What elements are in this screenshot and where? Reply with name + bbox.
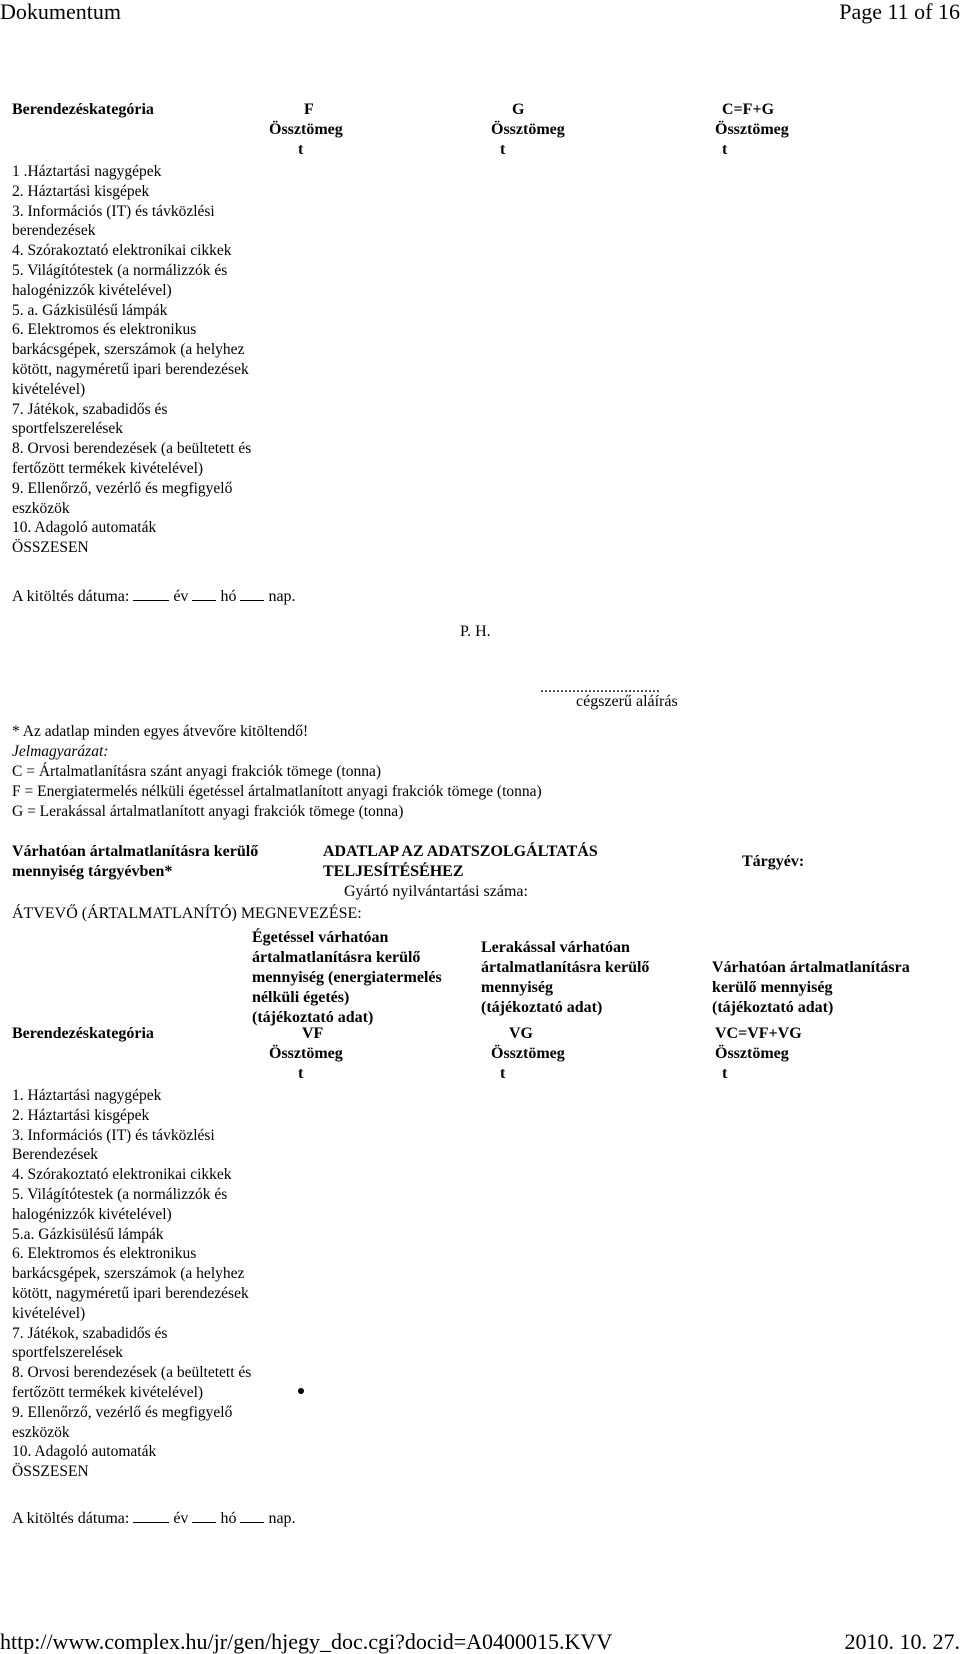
list-item: barkácsgépek, szerszámok (a helyhez [12, 341, 245, 359]
list-item: 2. Háztartási kisgépek [12, 1106, 150, 1124]
footer-date: 2010. 10. 27. [844, 1629, 960, 1654]
list-item: kivételével) [12, 1304, 86, 1322]
day-blank-2[interactable] [240, 1508, 264, 1523]
col-f-code: F [304, 101, 314, 118]
col-f-unit: Össztömeg [269, 121, 343, 138]
date-label-2: A kitöltés dátuma: [12, 1510, 130, 1527]
col-vf-unit: Össztömeg [269, 1045, 343, 1062]
day-blank[interactable] [240, 586, 264, 601]
year-blank[interactable] [133, 586, 169, 601]
col-vc-unit-t: t [722, 1065, 728, 1082]
list-item: 1 .Háztartási nagygépek [12, 163, 162, 180]
col-vf-unit-t: t [298, 1065, 304, 1082]
list-item: 5.a. Gázkisülésű lámpák [12, 1225, 164, 1243]
year-blank-2[interactable] [133, 1508, 169, 1523]
col-vg-unit-t: t [500, 1065, 506, 1082]
month-label-2: hó [220, 1510, 237, 1527]
legend-title: Jelmagyarázat: [12, 743, 109, 760]
list-item: barkácsgépek, szerszámok (a helyhez [12, 1265, 245, 1283]
list-item: kivételével) [12, 380, 86, 398]
date-label: A kitöltés dátuma: [12, 588, 130, 605]
list-item: 7. Játékok, szabadidős és [12, 1324, 168, 1342]
col-c-code: C=F+G [722, 101, 775, 118]
list-item: berendezések [12, 222, 96, 240]
list-item: 7. Játékok, szabadidős és [12, 400, 168, 418]
list-item: 6. Elektromos és elektronikus [12, 1245, 197, 1263]
category-header-2: Berendezéskategória [12, 1025, 154, 1042]
list-item: Berendezések [12, 1146, 99, 1164]
col-g-code: G [512, 101, 525, 118]
col-f-unit-t: t [298, 141, 304, 158]
list-item: ÖSSZESEN [12, 539, 89, 557]
category-list [12, 162, 251, 558]
list-item: 2. Háztartási kisgépek [12, 182, 150, 200]
date-line-2 [12, 1508, 296, 1529]
list-item: sportfelszerelések [12, 1344, 124, 1362]
col-c-unit: Össztömeg [715, 121, 789, 138]
month-label: hó [220, 588, 237, 605]
legend-line-g: G = Lerakással ártalmatlanított anyagi frakciók tömege (tonna) [12, 803, 404, 820]
year-label-2: év [173, 1510, 189, 1527]
stamp-label: P. H. [460, 623, 491, 640]
list-item: 9. Ellenőrző, vezérlő és megfigyelő [12, 479, 233, 497]
list-item: eszközök [12, 499, 70, 517]
list-item: kötött, nagyméretű ipari berendezések [12, 360, 249, 378]
col-c-unit-t: t [722, 141, 728, 158]
bullet-dot [298, 1388, 304, 1394]
list-item: sportfelszerelések [12, 420, 124, 438]
col-vg-unit: Össztömeg [491, 1045, 565, 1062]
category-header: Berendezéskategória [12, 101, 154, 118]
col-vc-unit: Össztömeg [715, 1045, 789, 1062]
list-item: 3. Információs (IT) és távközlési [12, 202, 215, 220]
year-label: év [173, 588, 189, 605]
col-g-unit: Össztömeg [491, 121, 565, 138]
reg-number-label: Gyártó nyilvántartási száma: [344, 883, 528, 900]
signature-dots: .............................. [540, 679, 660, 696]
list-item: eszközök [12, 1423, 70, 1441]
list-item: 5. Világítótestek (a normálizzók és [12, 261, 228, 279]
list-item: halogénizzók kivételével) [12, 1205, 172, 1223]
list-item: kötött, nagyméretű ipari berendezések [12, 1284, 249, 1302]
receiver-label: ÁTVEVŐ (ÁRTALMATLANÍTÓ) MEGNEVEZÉSE: [12, 905, 362, 922]
signature-label: cégszerű aláírás [576, 693, 678, 710]
month-blank-2[interactable] [192, 1508, 216, 1523]
list-item: 4. Szórakoztató elektronikai cikkek [12, 1166, 232, 1184]
col-vc-description: Várhatóan ártalmatlanításra kerülő mennyiség (tájékoztató adat) [712, 959, 910, 1016]
legend-line-c: C = Ártalmatlanításra szánt anyagi frakciók tömege (tonna) [12, 763, 381, 780]
list-item: 3. Információs (IT) és távközlési [12, 1126, 215, 1144]
col-vc-code: VC=VF+VG [715, 1025, 802, 1042]
date-line [12, 586, 296, 607]
day-label-2: nap. [268, 1510, 296, 1527]
expected-title-2: mennyiség tárgyévben* [12, 863, 173, 880]
footer-url[interactable]: http://www.complex.hu/jr/gen/hjegy_doc.cgi?docid=A0400015.KVV [0, 1629, 613, 1654]
subject-year-label: Tárgyév: [742, 853, 805, 870]
page-header-title: Dokumentum [0, 0, 121, 24]
list-item: 5. Világítótestek (a normálizzók és [12, 1185, 228, 1203]
list-item: 1. Háztartási nagygépek [12, 1087, 162, 1104]
legend-line-f: F = Energiatermelés nélküli égetéssel ártalmatlanított anyagi frakciók tömege (tonna) [12, 783, 542, 800]
col-g-unit-t: t [500, 141, 506, 158]
list-item: 9. Ellenőrző, vezérlő és megfigyelő [12, 1403, 233, 1421]
col-vf-code: VF [302, 1025, 324, 1042]
col-vg-code: VG [509, 1025, 533, 1042]
page-header-pagenum: Page 11 of 16 [839, 0, 960, 24]
list-item: fertőzött termékek kivételével) [12, 1383, 204, 1401]
list-item: fertőzött termékek kivételével) [12, 459, 204, 477]
list-item: 10. Adagoló automaták [12, 1443, 157, 1461]
form-title-1: ADATLAP AZ ADATSZOLGÁLTATÁS [323, 843, 598, 860]
col-vg-description: Lerakással várhatóan ártalmatlanításra kerülő mennyiség (tájékoztató adat) [481, 939, 650, 1016]
form-title-2: TELJESÍTÉSÉHEZ [323, 863, 464, 880]
day-label: nap. [268, 588, 296, 605]
col-vf-description: Égetéssel várhatóan ártalmatlanításra kerülő mennyiség (energiatermelés nélküli égetés) (tájékoztató adat) [252, 929, 442, 1026]
expected-title-1: Várhatóan ártalmatlanításra kerülő [12, 843, 259, 860]
list-item: ÖSSZESEN [12, 1463, 89, 1481]
list-item: 8. Orvosi berendezések (a beültetett és [12, 440, 252, 458]
list-item: 4. Szórakoztató elektronikai cikkek [12, 242, 232, 260]
list-item: 8. Orvosi berendezések (a beültetett és [12, 1364, 252, 1382]
list-item: 10. Adagoló automaták [12, 519, 157, 537]
list-item: 5. a. Gázkisülésű lámpák [12, 301, 168, 319]
category-list-2 [12, 1086, 251, 1482]
list-item: 6. Elektromos és elektronikus [12, 321, 197, 339]
asterisk-note: * Az adatlap minden egyes átvevőre kitöltendő! [12, 723, 309, 740]
month-blank[interactable] [192, 586, 216, 601]
list-item: halogénizzók kivételével) [12, 281, 172, 299]
